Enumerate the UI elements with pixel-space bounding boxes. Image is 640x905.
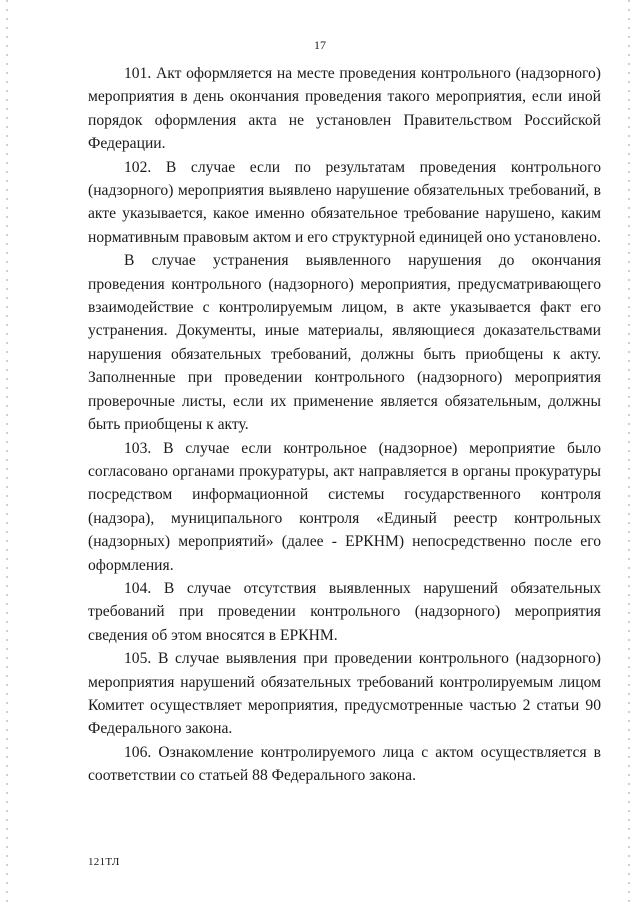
scan-edge-left — [6, 0, 8, 905]
paragraph-106: 106. Ознакомление контролируемого лица с актом осуществляется в соответствии со статьей 88 Федерального закона. — [88, 743, 601, 785]
paragraph-102: 102. В случае если по результатам проведения контрольного (надзорного) мероприятия выявлено нарушение обязательных требований, в акте указывается, какое именно обязательное требование нарушено, каким нормативным правовым актом и его структурной единицей оно установлено. — [88, 158, 601, 246]
document-code: 121ТЛ — [88, 856, 120, 868]
paragraph-103: 103. В случае если контрольное (надзорное) мероприятие было согласовано органами прокуратуры, акт направляется в органы прокуратуры посредством информационной системы государственного контроля (надзора), муниципального контроля «Единый реестр контрольных (надзорных) мероприятий» (далее - ЕРКНМ) непосредственно после его оформления. — [88, 439, 601, 574]
page-number: 17 — [314, 38, 326, 52]
paragraph-101: 101. Акт оформляется на месте проведения контрольного (надзорного) мероприятия в день окончания проведения такого мероприятия, если иной порядок оформления акта не установлен Правительством Российской Федерации. — [88, 65, 601, 153]
paragraph-104: 104. В случае отсутствия выявленных нарушений обязательных требований при проведении контрольного (надзорного) мероприятия сведения об этом вносятся в ЕРКНМ. — [88, 579, 601, 644]
paragraph-105: 105. В случае выявления при проведении контрольного (надзорного) мероприятия нарушений обязательных требований контролируемым лицом Комитет осуществляет мероприятия, предусмотренные частью 2 статьи 90 Федерального закона. — [88, 650, 601, 738]
scan-edge-right — [628, 0, 630, 905]
document-body — [88, 62, 601, 788]
paragraph-102-continuation: В случае устранения выявленного нарушения до окончания проведения контрольного (надзорного) мероприятия, предусматривающего взаимодействие с контролируемым лицом, в акте указывается факт его устранения. Документы, иные материалы, являющиеся доказательствами нарушения обязательных требований, должны быть приобщены к акту. Заполненные при проведении контрольного (надзорного) мероприятия проверочные листы, если их применение является обязательным, должны быть приобщены к акту. — [88, 252, 601, 434]
